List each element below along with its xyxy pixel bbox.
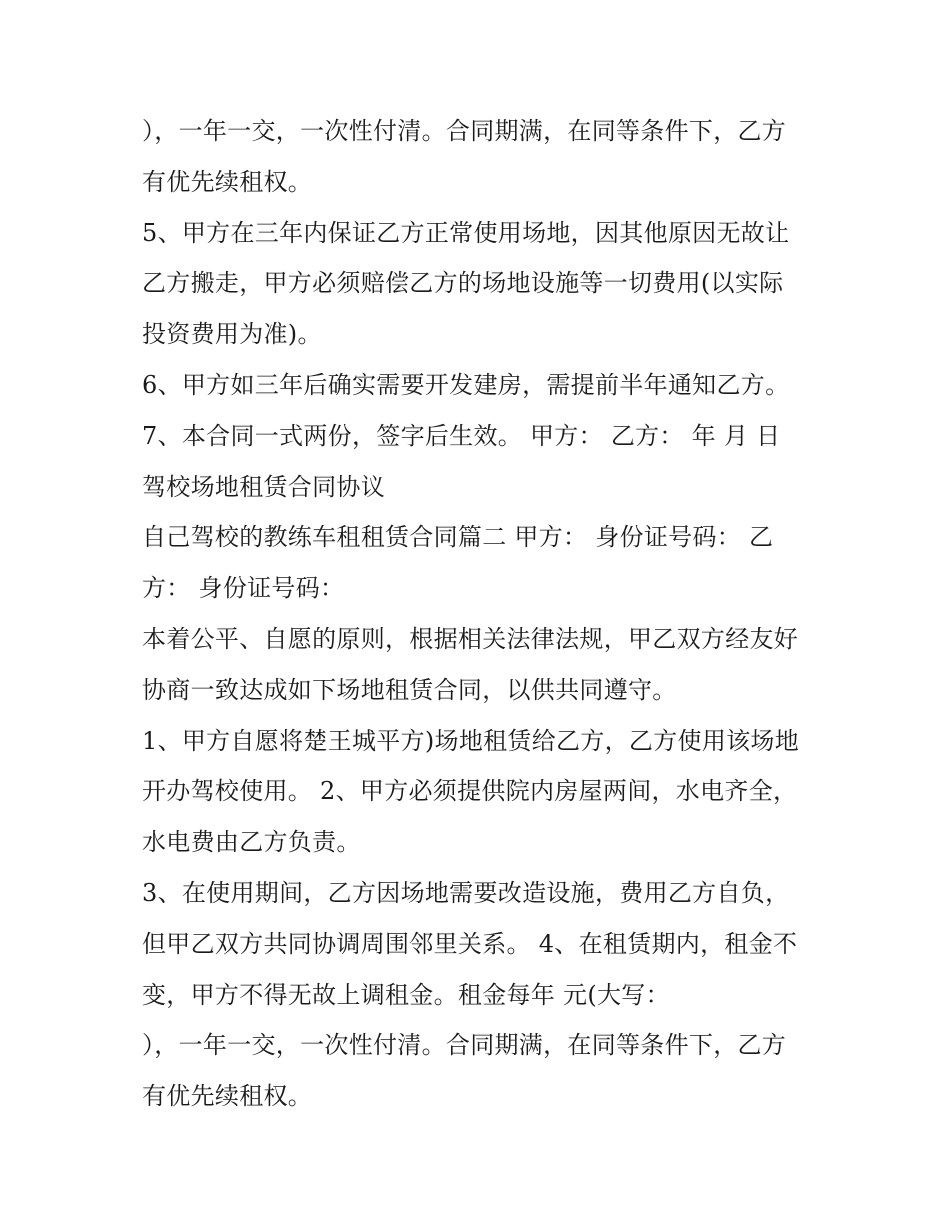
- text-line: 本着公平、自愿的原则，根据相关法律法规，甲乙双方经友好: [142, 624, 799, 653]
- text-line: 投资费用为准)。: [142, 320, 322, 349]
- text-line: 3、在使用期间，乙方因场地需要改造设施，费用乙方自负，: [142, 878, 790, 907]
- text-line: 水电费由乙方负责。: [142, 828, 361, 857]
- text-line: 乙方搬走，甲方必须赔偿乙方的场地设施等一切费用(以实际: [142, 269, 784, 298]
- text-line: 1、甲方自愿将楚王城平方)场地租赁给乙方，乙方使用该场地: [142, 726, 800, 755]
- text-line: 5、甲方在三年内保证乙方正常使用场地，因其他原因无故让: [142, 218, 790, 247]
- text-line: 有优先续租权。: [142, 1082, 313, 1111]
- text-line: 但甲乙双方共同协调周围邻里关系。 4、在租赁期内，租金不: [142, 929, 798, 958]
- text-line: 7、本合同一式两份，签字后生效。 甲方： 乙方： 年 月 日: [142, 421, 781, 450]
- text-line: 自己驾校的教练车租租赁合同篇二 甲方： 身份证号码： 乙: [142, 523, 774, 552]
- text-line: 方： 身份证号码：: [142, 574, 345, 603]
- text-line: 有优先续租权。: [142, 167, 313, 196]
- text-line: 6、甲方如三年后确实需要开发建房，需提前半年通知乙方。: [142, 370, 790, 399]
- text-line: ），一年一交，一次性付清。合同期满，在同等条件下，乙方: [142, 117, 787, 145]
- text-line: 开办驾校使用。 2、甲方必须提供院内房屋两间，水电齐全，: [142, 777, 798, 806]
- section-title: 驾校场地租赁合同协议: [142, 472, 385, 501]
- text-line: 变，甲方不得无故上调租金。租金每年 元(大写：: [142, 980, 670, 1009]
- text-line: ），一年一交，一次性付清。合同期满，在同等条件下，乙方: [142, 1031, 787, 1060]
- document-body: [142, 106, 822, 1122]
- text-line: 协商一致达成如下场地租赁合同，以供共同遵守。: [142, 675, 677, 704]
